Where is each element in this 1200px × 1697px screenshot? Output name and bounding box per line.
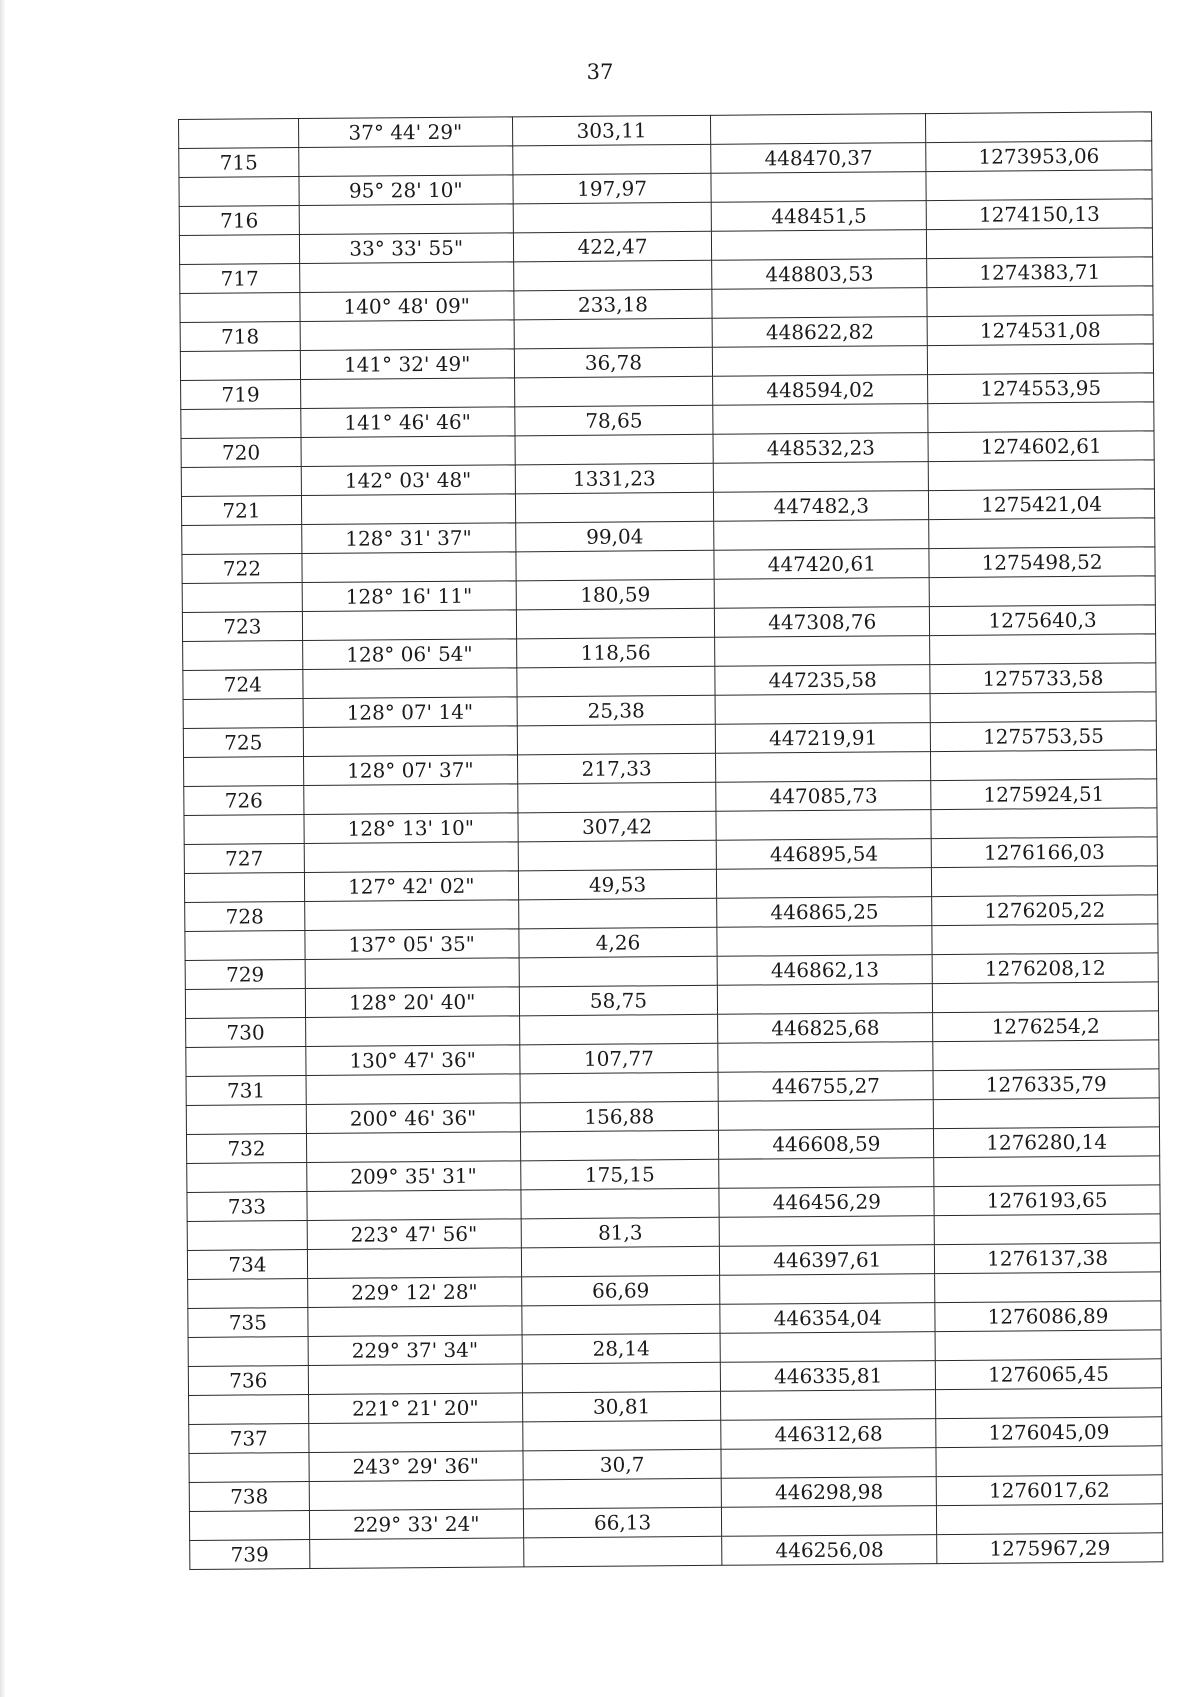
bearing-cell: 142° 03' 48" [301,465,515,496]
bearing-cell: 33° 33' 55" [299,233,513,264]
distance-cell: 30,7 [523,1449,722,1480]
point-number-cell: 722 [182,554,302,584]
y-coordinate-cell: 1274602,61 [928,431,1154,462]
distance-cell: 25,38 [517,695,716,726]
bearing-blank-cell [304,842,518,873]
y-blank-cell [926,170,1152,201]
x-blank-cell [712,230,927,261]
x-blank-cell [714,462,929,493]
y-blank-cell [928,460,1154,491]
bearing-blank-cell [303,726,517,757]
x-coordinate-cell: 448594,02 [713,375,928,406]
x-coordinate-cell: 447420,61 [714,549,929,580]
y-blank-cell [931,808,1157,839]
point-blank-cell [188,1337,308,1367]
point-blank-cell [183,641,303,671]
y-blank-cell [935,1330,1161,1361]
y-coordinate-cell: 1275753,55 [930,721,1156,752]
distance-blank-cell [516,608,715,639]
distance-blank-cell [514,376,713,407]
y-coordinate-cell: 1274383,71 [927,257,1153,288]
bearing-cell: 223° 47' 56" [307,1219,521,1250]
bearing-blank-cell [301,494,515,525]
distance-blank-cell [517,782,716,813]
x-blank-cell [720,1274,935,1305]
distance-blank-cell [515,492,714,523]
bearing-blank-cell [309,1538,523,1569]
distance-cell: 307,42 [518,811,717,842]
point-blank-cell [188,1279,308,1309]
point-number-cell: 735 [188,1308,308,1338]
point-blank-cell [184,815,304,845]
x-coordinate-cell: 446755,27 [718,1071,933,1102]
distance-cell: 58,75 [519,985,718,1016]
x-coordinate-cell: 447219,91 [716,723,931,754]
point-number-cell: 719 [181,380,301,410]
distance-cell: 28,14 [522,1333,721,1364]
x-blank-cell [721,1390,936,1421]
y-coordinate-cell: 1276205,22 [932,895,1158,926]
x-blank-cell [716,810,931,841]
distance-blank-cell [521,1304,720,1335]
y-blank-cell [932,982,1158,1013]
point-number-cell: 716 [179,206,299,236]
y-blank-cell [937,1504,1163,1535]
y-coordinate-cell: 1275421,04 [929,489,1155,520]
distance-cell: 78,65 [514,405,713,436]
x-coordinate-cell: 447482,3 [714,491,929,522]
x-coordinate-cell: 446895,54 [717,839,932,870]
y-blank-cell [926,112,1152,143]
point-blank-cell [179,119,299,149]
x-blank-cell [712,288,927,319]
distance-blank-cell [520,1072,719,1103]
bearing-blank-cell [307,1190,521,1221]
point-number-cell: 723 [182,612,302,642]
bearing-cell: 209° 35' 31" [307,1161,521,1192]
point-blank-cell [189,1511,309,1541]
y-blank-cell [936,1388,1162,1419]
scan-edge [0,0,6,1697]
point-number-cell: 736 [188,1366,308,1396]
distance-blank-cell [518,840,717,871]
point-blank-cell [180,351,300,381]
bearing-blank-cell [305,1016,519,1047]
x-coordinate-cell: 447085,73 [716,781,931,812]
x-coordinate-cell: 446825,68 [718,1013,933,1044]
y-coordinate-cell: 1275498,52 [929,547,1155,578]
distance-blank-cell [515,434,714,465]
y-coordinate-cell: 1274531,08 [927,315,1153,346]
y-blank-cell [928,402,1154,433]
distance-cell: 118,56 [516,637,715,668]
coordinates-table-body [179,112,1163,1570]
y-coordinate-cell: 1276280,14 [934,1127,1160,1158]
x-blank-cell [715,578,930,609]
distance-blank-cell [519,1014,718,1045]
bearing-cell: 128° 16' 11" [302,581,516,612]
point-blank-cell [186,1105,306,1135]
y-coordinate-cell: 1276166,03 [931,837,1157,868]
point-number-cell: 737 [189,1424,309,1454]
y-blank-cell [933,1040,1159,1071]
x-coordinate-cell: 446354,04 [720,1303,935,1334]
x-blank-cell [711,114,926,145]
x-coordinate-cell: 446256,08 [722,1535,937,1566]
point-blank-cell [189,1395,309,1425]
y-blank-cell [927,286,1153,317]
y-blank-cell [934,1156,1160,1187]
point-blank-cell [187,1221,307,1251]
y-blank-cell [931,750,1157,781]
distance-blank-cell [522,1362,721,1393]
bearing-blank-cell [305,958,519,989]
y-coordinate-cell: 1275924,51 [931,779,1157,810]
distance-blank-cell [517,724,716,755]
coordinates-table [178,111,1163,1570]
y-blank-cell [930,634,1156,665]
bearing-blank-cell [301,436,515,467]
x-blank-cell [714,520,929,551]
x-coordinate-cell: 448622,82 [712,317,927,348]
bearing-cell: 128° 13' 10" [304,813,518,844]
distance-cell: 66,13 [523,1507,722,1538]
bearing-blank-cell [303,668,517,699]
y-coordinate-cell: 1276335,79 [933,1069,1159,1100]
y-blank-cell [930,692,1156,723]
x-blank-cell [718,984,933,1015]
point-number-cell: 733 [187,1192,307,1222]
bearing-blank-cell [299,262,513,293]
point-blank-cell [179,177,299,207]
distance-cell: 217,33 [517,753,716,784]
bearing-cell: 128° 07' 14" [303,697,517,728]
point-number-cell: 721 [181,496,301,526]
bearing-cell: 128° 06' 54" [302,639,516,670]
bearing-blank-cell [308,1306,522,1337]
distance-cell: 422,47 [513,231,712,262]
bearing-blank-cell [307,1248,521,1279]
point-number-cell: 730 [186,1018,306,1048]
y-blank-cell [929,576,1155,607]
point-blank-cell [183,699,303,729]
x-coordinate-cell: 446312,68 [721,1419,936,1450]
point-blank-cell [179,235,299,265]
distance-cell: 4,26 [519,927,718,958]
y-coordinate-cell: 1276254,2 [933,1011,1159,1042]
y-coordinate-cell: 1276208,12 [932,953,1158,984]
point-blank-cell [186,1047,306,1077]
point-blank-cell [184,873,304,903]
distance-cell: 81,3 [521,1217,720,1248]
y-coordinate-cell: 1275967,29 [937,1533,1163,1564]
x-coordinate-cell: 446865,25 [717,897,932,928]
point-blank-cell [181,467,301,497]
point-blank-cell [180,293,300,323]
bearing-blank-cell [300,320,514,351]
point-number-cell: 720 [181,438,301,468]
distance-blank-cell [519,956,718,987]
x-blank-cell [717,868,932,899]
point-number-cell: 731 [186,1076,306,1106]
bearing-cell: 229° 33' 24" [309,1509,523,1540]
x-blank-cell [719,1158,934,1189]
distance-cell: 36,78 [514,347,713,378]
distance-blank-cell [512,144,711,175]
x-blank-cell [718,1042,933,1073]
distance-cell: 30,81 [522,1391,721,1422]
distance-cell: 303,11 [512,115,711,146]
y-blank-cell [935,1272,1161,1303]
point-number-cell: 726 [184,786,304,816]
y-coordinate-cell: 1274150,13 [926,199,1152,230]
bearing-cell: 243° 29' 36" [309,1451,523,1482]
x-blank-cell [720,1332,935,1363]
y-coordinate-cell: 1276017,62 [936,1475,1162,1506]
y-coordinate-cell: 1276065,45 [935,1359,1161,1390]
bearing-cell: 128° 20' 40" [305,987,519,1018]
bearing-cell: 128° 31' 37" [302,523,516,554]
x-blank-cell [713,404,928,435]
point-blank-cell [187,1163,307,1193]
distance-blank-cell [513,202,712,233]
bearing-cell: 95° 28' 10" [299,175,513,206]
distance-cell: 156,88 [520,1101,719,1132]
distance-blank-cell [513,260,712,291]
page-number: 37 [586,60,614,84]
x-coordinate-cell: 446456,29 [719,1187,934,1218]
bearing-blank-cell [304,900,518,931]
x-coordinate-cell: 446298,98 [722,1477,937,1508]
bearing-cell: 229° 37' 34" [308,1335,522,1366]
bearing-cell: 221° 21' 20" [308,1393,522,1424]
point-number-cell: 725 [183,728,303,758]
point-number-cell: 732 [186,1134,306,1164]
distance-cell: 1331,23 [515,463,714,494]
distance-cell: 66,69 [521,1275,720,1306]
bearing-blank-cell [300,378,514,409]
x-coordinate-cell: 448803,53 [712,259,927,290]
y-coordinate-cell: 1276193,65 [934,1185,1160,1216]
point-blank-cell [185,989,305,1019]
point-number-cell: 729 [185,960,305,990]
bearing-blank-cell [306,1132,520,1163]
distance-cell: 175,15 [520,1159,719,1190]
y-blank-cell [934,1214,1160,1245]
x-coordinate-cell: 448470,37 [711,143,926,174]
bearing-cell: 127° 42' 02" [304,871,518,902]
point-number-cell: 728 [185,902,305,932]
x-coordinate-cell: 446335,81 [721,1361,936,1392]
y-coordinate-cell: 1275733,58 [930,663,1156,694]
point-number-cell: 734 [187,1250,307,1280]
bearing-cell: 130° 47' 36" [306,1045,520,1076]
point-blank-cell [182,525,302,555]
y-coordinate-cell: 1274553,95 [928,373,1154,404]
point-number-cell: 738 [189,1482,309,1512]
bearing-blank-cell [308,1364,522,1395]
x-blank-cell [713,346,928,377]
y-blank-cell [932,924,1158,955]
y-coordinate-cell: 1275640,3 [930,605,1156,636]
y-coordinate-cell: 1273953,06 [926,141,1152,172]
x-blank-cell [722,1506,937,1537]
y-coordinate-cell: 1276137,38 [935,1243,1161,1274]
x-blank-cell [716,752,931,783]
distance-cell: 180,59 [516,579,715,610]
x-coordinate-cell: 446608,59 [719,1129,934,1160]
point-blank-cell [185,931,305,961]
x-coordinate-cell: 448532,23 [713,433,928,464]
distance-cell: 233,18 [514,289,713,320]
bearing-blank-cell [306,1074,520,1105]
distance-cell: 99,04 [515,521,714,552]
distance-blank-cell [521,1188,720,1219]
point-number-cell: 727 [184,844,304,874]
bearing-cell: 137° 05' 35" [305,929,519,960]
x-blank-cell [721,1448,936,1479]
distance-blank-cell [523,1478,722,1509]
distance-blank-cell [523,1536,722,1567]
x-coordinate-cell: 446862,13 [717,955,932,986]
bearing-cell: 37° 44' 29" [298,117,512,148]
x-coordinate-cell: 447308,76 [715,607,930,638]
distance-blank-cell [521,1246,720,1277]
distance-cell: 49,53 [518,869,717,900]
y-coordinate-cell: 1276086,89 [935,1301,1161,1332]
bearing-cell: 200° 46' 36" [306,1103,520,1134]
y-blank-cell [933,1098,1159,1129]
bearing-cell: 229° 12' 28" [307,1277,521,1308]
bearing-blank-cell [299,204,513,235]
bearing-blank-cell [309,1480,523,1511]
distance-blank-cell [516,666,715,697]
x-blank-cell [717,926,932,957]
x-blank-cell [720,1216,935,1247]
distance-cell: 107,77 [519,1043,718,1074]
distance-blank-cell [520,1130,719,1161]
distance-blank-cell [514,318,713,349]
x-blank-cell [715,694,930,725]
x-blank-cell [719,1100,934,1131]
point-blank-cell [182,583,302,613]
distance-blank-cell [518,898,717,929]
point-number-cell: 718 [180,322,300,352]
bearing-blank-cell [302,552,516,583]
bearing-cell: 141° 46' 46" [301,407,515,438]
x-coordinate-cell: 447235,58 [715,665,930,696]
y-coordinate-cell: 1276045,09 [936,1417,1162,1448]
point-number-cell: 717 [180,264,300,294]
distance-cell: 197,97 [513,173,712,204]
x-coordinate-cell: 448451,5 [712,201,927,232]
point-number-cell: 715 [179,148,299,178]
y-blank-cell [927,344,1153,375]
y-blank-cell [929,518,1155,549]
bearing-blank-cell [299,146,513,177]
point-number-cell: 724 [183,670,303,700]
bearing-cell: 141° 32' 49" [300,349,514,380]
point-blank-cell [181,409,301,439]
y-blank-cell [936,1446,1162,1477]
bearing-blank-cell [302,610,516,641]
point-blank-cell [184,757,304,787]
x-blank-cell [715,636,930,667]
y-blank-cell [927,228,1153,259]
x-coordinate-cell: 446397,61 [720,1245,935,1276]
bearing-blank-cell [309,1422,523,1453]
x-blank-cell [711,172,926,203]
bearing-cell: 140° 48' 09" [300,291,514,322]
point-number-cell: 739 [190,1540,310,1570]
y-blank-cell [932,866,1158,897]
distance-blank-cell [522,1420,721,1451]
point-blank-cell [189,1453,309,1483]
bearing-blank-cell [304,784,518,815]
distance-blank-cell [516,550,715,581]
bearing-cell: 128° 07' 37" [303,755,517,786]
